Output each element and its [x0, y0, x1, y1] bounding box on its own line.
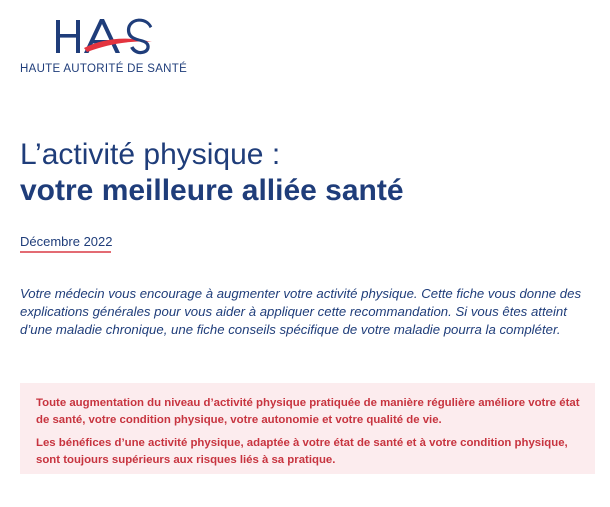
intro-paragraph: Votre médecin vous encourage à augmenter votre activité physique. Cette fiche vous donne des explications générales pour vous aider à appliquer cette recommandation. Si vous êtes atteint d’une maladie chronique, une fiche conseils spécifique de votre maladie pourra la compléter.	[20, 286, 582, 337]
title-line-1: L’activité physique :	[20, 138, 281, 171]
publication-date: Décembre 2022	[20, 234, 113, 249]
key-message-2: Les bénéfices d’une activité physique, adaptée à votre état de santé et à votre condition physique, sont toujours supérieurs aux risques liés à sa pratique.	[36, 437, 568, 466]
logo-label: HAUTE AUTORITÉ DE SANTÉ	[20, 63, 188, 75]
title-line-2: votre meilleure alliée santé	[20, 174, 404, 207]
has-logo	[20, 14, 200, 78]
key-message-box	[20, 383, 595, 474]
page-title	[20, 137, 600, 209]
key-message-1: Toute augmentation du niveau d’activité physique pratiquée de manière régulière améliore votre état de santé, votre condition physique, votre autonomie et votre qualité de vie.	[36, 397, 580, 426]
has-logo-icon	[54, 14, 174, 62]
date-underline	[20, 251, 111, 253]
